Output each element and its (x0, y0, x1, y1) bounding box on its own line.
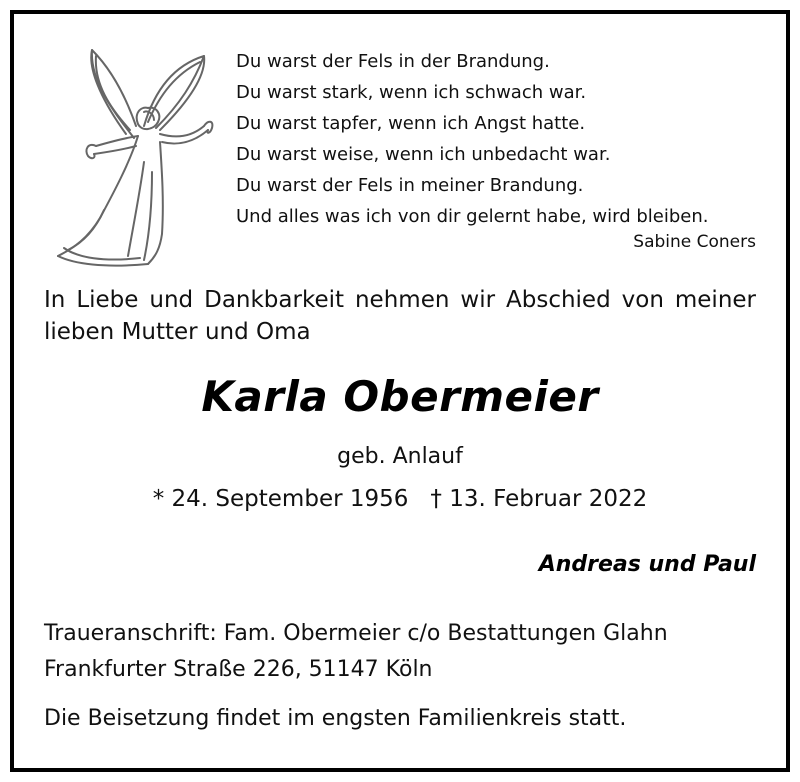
maiden-name: geb. Anlauf (337, 444, 463, 469)
intro-text: In Liebe und Dankbarkeit nehmen wir Abschied von meiner lieben Mutter und Oma (44, 287, 756, 345)
poem-author: Sabine Coners (633, 232, 756, 252)
poem-line: Du warst tapfer, wenn ich Angst hatte. (236, 113, 586, 134)
burial-note: Die Beisetzung findet im engsten Familienkreis statt. (44, 706, 627, 731)
signers: Andreas und Paul (538, 552, 756, 577)
poem-line: Und alles was ich von dir gelernt habe, wird bleiben. (236, 206, 709, 227)
angel-icon (44, 42, 220, 272)
deceased-name: Karla Obermeier (201, 372, 599, 421)
poem-line: Du warst stark, wenn ich schwach war. (236, 82, 587, 103)
poem (236, 46, 766, 232)
death-date: † 13. Februar 2022 (430, 486, 648, 512)
birth-date: * 24. September 1956 (152, 486, 409, 512)
poem-line: Du warst weise, wenn ich unbedacht war. (236, 144, 611, 165)
address-line: Frankfurter Straße 226, 51147 Köln (44, 657, 433, 682)
life-dates (0, 486, 800, 512)
address-line: Traueranschrift: Fam. Obermeier c/o Bestattungen Glahn (44, 621, 668, 646)
poem-line: Du warst der Fels in der Brandung. (236, 51, 550, 72)
poem-line: Du warst der Fels in meiner Brandung. (236, 175, 584, 196)
mourning-address (44, 616, 764, 688)
